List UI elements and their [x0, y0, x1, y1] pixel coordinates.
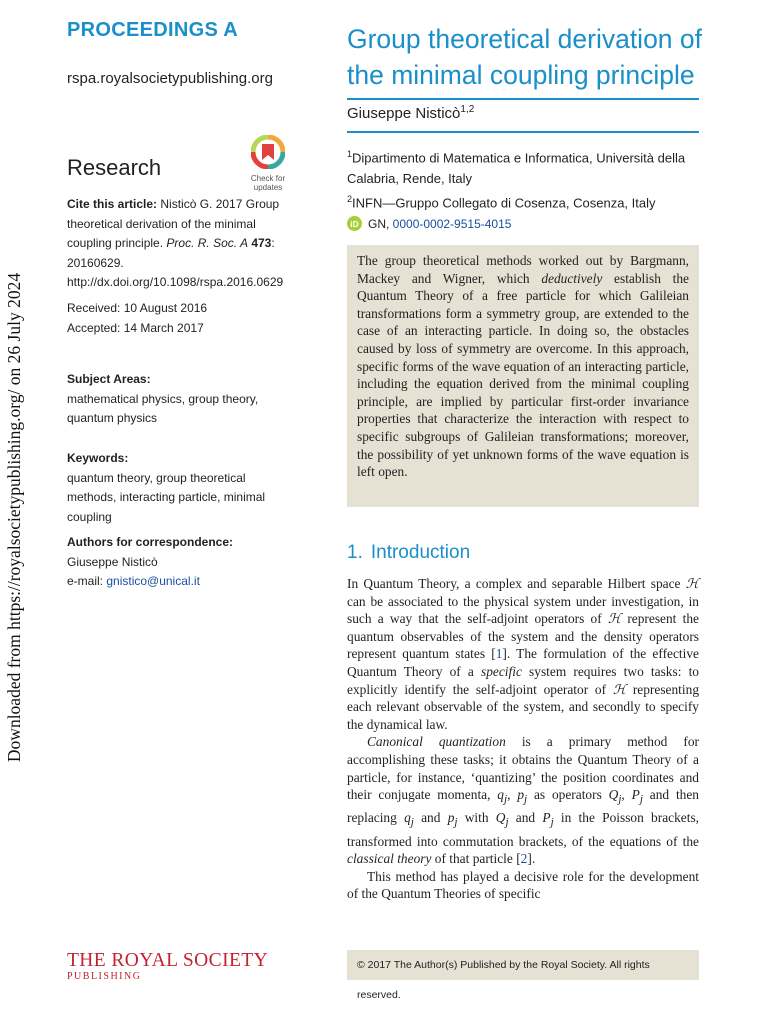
- keywords-label: Keywords:: [67, 451, 129, 465]
- affiliations: [347, 144, 699, 214]
- orcid-line: [347, 216, 511, 231]
- author-name: Giuseppe Nisticò: [347, 105, 461, 122]
- abstract-text-c: establish the Quantum Theory of a free particle for which Galileian transformations form a symmetry group, are extended to the case of an interacting particle. In doing so, the obstacles caused by loss of symmetry are overcome. In this approach, specific forms of the wave equation of an interacting particle, including the equation derived from the minimal coupling principle, are implied by particular first-order invariance properties that characterize the interaction with respect to specific subgroups of Galileian transformations; moreover, the possibility of yet unknown forms of the wave equation is left open.: [357, 270, 689, 480]
- publisher-logo: [67, 951, 307, 983]
- paragraph-2: Canonical quantization is a primary method for accomplishing these tasks; it obtains the Quantum Theory of a particle, for instance, ‘quantizing’ the position coordinates and their conjugate momenta, $q_j$, $p_j$ as operators $Q_j$, $P_j$ and then replacing $q_j$ and $p_j$ with $Q_j$ and $P_j$ in the Poisson brackets, transformed into commutation brackets, of the equations of the classical theory of that particle [2].: [347, 734, 700, 867]
- citation-block: [67, 195, 297, 293]
- abstract-box: [347, 245, 699, 507]
- received-date: Received: 10 August 2016: [67, 301, 208, 315]
- subject-areas-block: [67, 370, 297, 429]
- subject-areas-label: Subject Areas:: [67, 372, 151, 386]
- citation-ref-2[interactable]: 2: [520, 851, 528, 867]
- logo-line2: PUBLISHING: [67, 971, 142, 982]
- title-rule: [347, 98, 699, 100]
- keywords-text: quantum theory, group theoretical methods, interacting particle, minimal coupling: [67, 470, 266, 524]
- cite-doi[interactable]: http://dx.doi.org/10.1098/rspa.2016.0629: [67, 275, 284, 289]
- abstract-text-a: The group theoretical methods worked out by Bargmann, Mackey and Wigner, which: [357, 253, 689, 286]
- paragraph-3: This method has played a decisive role for the development of the Quantum Theories of specific: [347, 868, 699, 902]
- affiliation-2-sup: 2: [347, 194, 353, 205]
- section-heading: [347, 542, 470, 564]
- orcid-link[interactable]: 0000-0002-9515-4015: [392, 216, 512, 231]
- correspondence-name: Giuseppe Nisticò: [67, 554, 158, 569]
- cite-text: Nisticò G. 2017 Group theoretical derivation of the minimal coupling principle.: [67, 197, 280, 250]
- section-number: 1.: [347, 542, 363, 563]
- orcid-initials: GN,: [368, 216, 393, 231]
- affiliation-2-text: INFN—Gruppo Collegato di Cosenza, Cosenza, Italy: [352, 195, 656, 211]
- download-stamp: [2, 265, 28, 770]
- journal-name: PROCEEDINGS A: [67, 19, 238, 41]
- copyright-notice: © 2017 The Author(s) Published by the Royal Society. All rights reserved.: [347, 950, 699, 980]
- check-for-updates-icon: [251, 135, 285, 169]
- cite-label: Cite this article:: [67, 197, 158, 211]
- paragraph-1: In Quantum Theory, a complex and separable Hilbert space ℋ can be associated to the physical system under investigation, in such a way that the self-adjoint operators of ℋ represent the quantum observables of the system and the density operators represent quantum states [1]. The formulation of the effective Quantum Theory of a specific system requires two tasks: to explicitly identify the self-adjoint operator of ℋ representing each relevant observable of the system, and secondly to specify the dynamical law.: [347, 576, 700, 732]
- affiliation-2: [347, 189, 699, 213]
- author-affil-sup: 1,2: [460, 104, 475, 115]
- check-badge-line1: Check for: [250, 174, 286, 183]
- accepted-date: Accepted: 14 March 2017: [67, 320, 204, 335]
- check-for-updates-badge[interactable]: [244, 135, 292, 192]
- author-line: [347, 104, 474, 122]
- paper-title: Group theoretical derivation of the minimal coupling principle: [347, 24, 703, 90]
- logo-line1: THE ROYAL SOCIETY: [67, 950, 269, 971]
- affiliation-1: [347, 144, 699, 189]
- citation-ref-1[interactable]: 1: [495, 646, 503, 662]
- abstract-emph: deductively: [541, 270, 603, 286]
- cite-article-number: : 20160629.: [67, 236, 275, 270]
- journal-site[interactable]: rspa.royalsocietypublishing.org: [67, 70, 273, 87]
- check-badge-line2: updates: [253, 183, 283, 192]
- body-text: [347, 575, 699, 903]
- cite-journal: Proc. R. Soc. A: [166, 236, 248, 250]
- keywords-block: [67, 449, 297, 527]
- hilbert-symbol: ℋ: [685, 576, 699, 591]
- orcid-icon[interactable]: [347, 216, 362, 231]
- download-stamp-text: Downloaded from https://royalsocietypublishing.org/ on 26 July 2024: [4, 272, 25, 763]
- email-label: e-mail:: [67, 574, 107, 588]
- email-link[interactable]: gnistico@unical.it: [106, 574, 200, 588]
- subject-areas-text: mathematical physics, group theory, quantum physics: [67, 391, 259, 425]
- correspondence-block: [67, 533, 297, 592]
- cite-volume: 473: [248, 236, 272, 250]
- affiliation-1-sup: 1: [347, 149, 353, 159]
- affiliation-1-text: Dipartimento di Matematica e Informatica, Università della Calabria, Rende, Italy: [347, 150, 686, 187]
- author-rule: [347, 131, 699, 133]
- dates-block: [67, 299, 297, 338]
- section-label: Research: [67, 155, 162, 180]
- svg-text:iD: iD: [350, 218, 359, 229]
- section-title: Introduction: [370, 542, 471, 563]
- correspondence-label: Authors for correspondence:: [67, 535, 234, 549]
